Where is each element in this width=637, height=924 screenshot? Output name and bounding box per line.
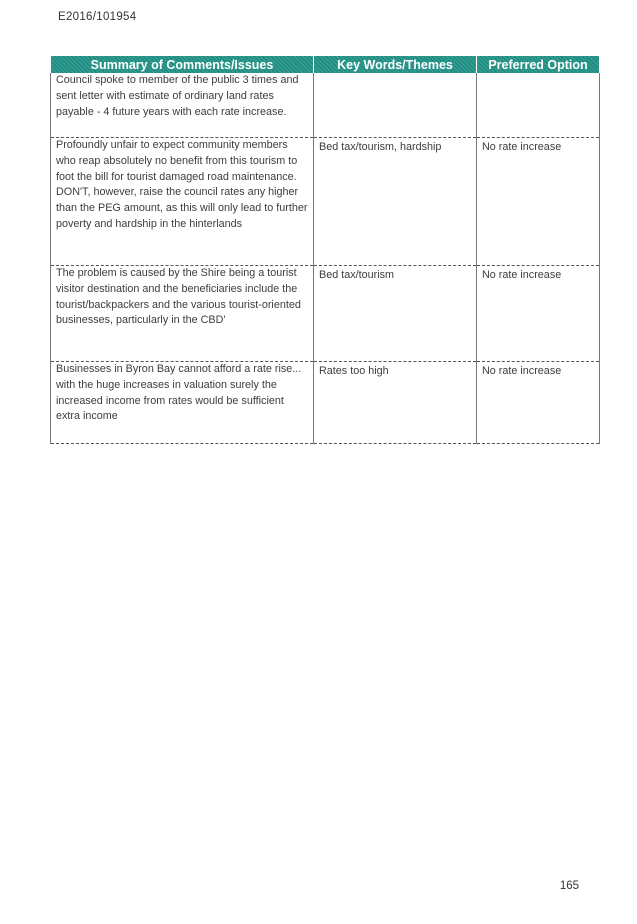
summary-cell: Profoundly unfair to expect community members who reap absolutely no benefit from this tourism to foot the bill for tourist damaged road maintenance. DON'T, however, raise the council rates any higher than the PEG amount, as this will only lead to further poverty and hardship in the hinterlands	[51, 138, 314, 266]
summary-cell: Council spoke to member of the public 3 times and sent letter with estimate of ordinary land rates payable - 4 future years with each rate increase.	[51, 73, 314, 138]
summary-cell: Businesses in Byron Bay cannot afford a rate rise... with the huge increases in valuation surely the increased income from rates would be sufficient extra income	[51, 362, 314, 444]
keywords-cell	[314, 73, 477, 138]
keywords-cell: Bed tax/tourism	[314, 266, 477, 362]
column-header-preferred-option: Preferred Option	[477, 56, 600, 73]
table-row	[51, 362, 600, 444]
keywords-cell: Rates too high	[314, 362, 477, 444]
preferred-option-cell	[477, 73, 600, 138]
summary-cell: The problem is caused by the Shire being a tourist visitor destination and the beneficiaries include the tourist/backpackers and the various tourist-oriented businesses, particularly in the CBD'	[51, 266, 314, 362]
page-number: 165	[559, 880, 579, 892]
table-header-row	[51, 56, 600, 73]
column-header-keywords: Key Words/Themes	[314, 56, 477, 73]
document-reference: E2016/101954	[58, 11, 137, 23]
keywords-cell: Bed tax/tourism, hardship	[314, 138, 477, 266]
table-row	[51, 266, 600, 362]
preferred-option-cell: No rate increase	[477, 362, 600, 444]
preferred-option-cell: No rate increase	[477, 138, 600, 266]
table-row	[51, 73, 600, 138]
preferred-option-cell: No rate increase	[477, 266, 600, 362]
table-row	[51, 138, 600, 266]
column-header-summary: Summary of Comments/Issues	[51, 56, 314, 73]
comments-table	[50, 56, 600, 444]
